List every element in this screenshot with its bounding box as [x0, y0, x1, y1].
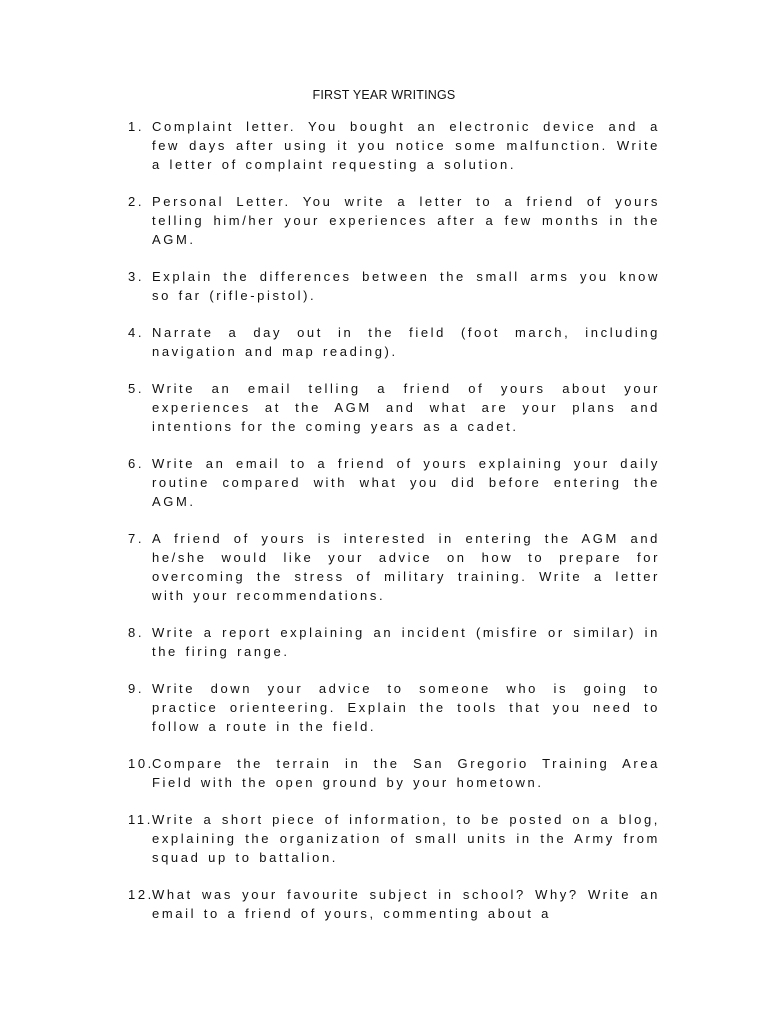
item-number: 6.: [128, 456, 145, 471]
item-text: Narrate a day out in the field (foot march, including navigation and map reading).: [152, 325, 660, 359]
item-text: Explain the differences between the small arms you know so far (rifle-pistol).: [152, 269, 660, 303]
item-text: What was your favourite subject in school? Why? Write an email to a friend of yours, commenting about a: [152, 887, 660, 921]
item-number: 11.: [128, 812, 153, 827]
list-item: [128, 810, 660, 867]
item-number: 7.: [128, 531, 145, 546]
item-text: Compare the terrain in the San Gregorio Training Area Field with the open ground by your hometown.: [152, 756, 660, 790]
item-text: Write a report explaining an incident (misfire or similar) in the firing range.: [152, 625, 660, 659]
list-item: [128, 623, 660, 661]
item-number: 5.: [128, 381, 145, 396]
writing-task-list: [128, 117, 660, 941]
item-number: 9.: [128, 681, 145, 696]
item-number: 2.: [128, 194, 145, 209]
list-item: [128, 379, 660, 436]
item-text: Write a short piece of information, to be posted on a blog, explaining the organization of small units in the Army from squad up to battalion.: [152, 812, 660, 865]
item-text: Write down your advice to someone who is going to practice orienteering. Explain the tools that you need to follow a route in the field.: [152, 681, 660, 734]
page-title: FIRST YEAR WRITINGS: [312, 88, 456, 102]
item-number: 3.: [128, 269, 145, 284]
list-item: [128, 323, 660, 361]
item-text: Personal Letter. You write a letter to a friend of yours telling him/her your experiences after a few months in the AGM.: [152, 194, 660, 247]
item-number: 4.: [128, 325, 145, 340]
list-item: [128, 885, 660, 923]
list-item: [128, 267, 660, 305]
item-text: A friend of yours is interested in entering the AGM and he/she would like your advice on how to prepare for overcoming the stress of military training. Write a letter with your recommendations.: [152, 531, 660, 603]
list-item: [128, 192, 660, 249]
list-item: [128, 454, 660, 511]
item-number: 10.: [128, 756, 154, 771]
item-text: Write an email to a friend of yours explaining your daily routine compared with what you did before entering the AGM.: [152, 456, 660, 509]
item-text: Complaint letter. You bought an electronic device and a few days after using it you notice some malfunction. Write a letter of complaint requesting a solution.: [152, 119, 660, 172]
list-item: [128, 754, 660, 792]
item-number: 8.: [128, 625, 145, 640]
list-item: [128, 679, 660, 736]
item-text: Write an email telling a friend of yours about your experiences at the AGM and what are your plans and intentions for the coming years as a cadet.: [152, 381, 660, 434]
list-item: [128, 117, 660, 174]
item-number: 12.: [128, 887, 154, 902]
item-number: 1.: [128, 119, 145, 134]
list-item: [128, 529, 660, 605]
